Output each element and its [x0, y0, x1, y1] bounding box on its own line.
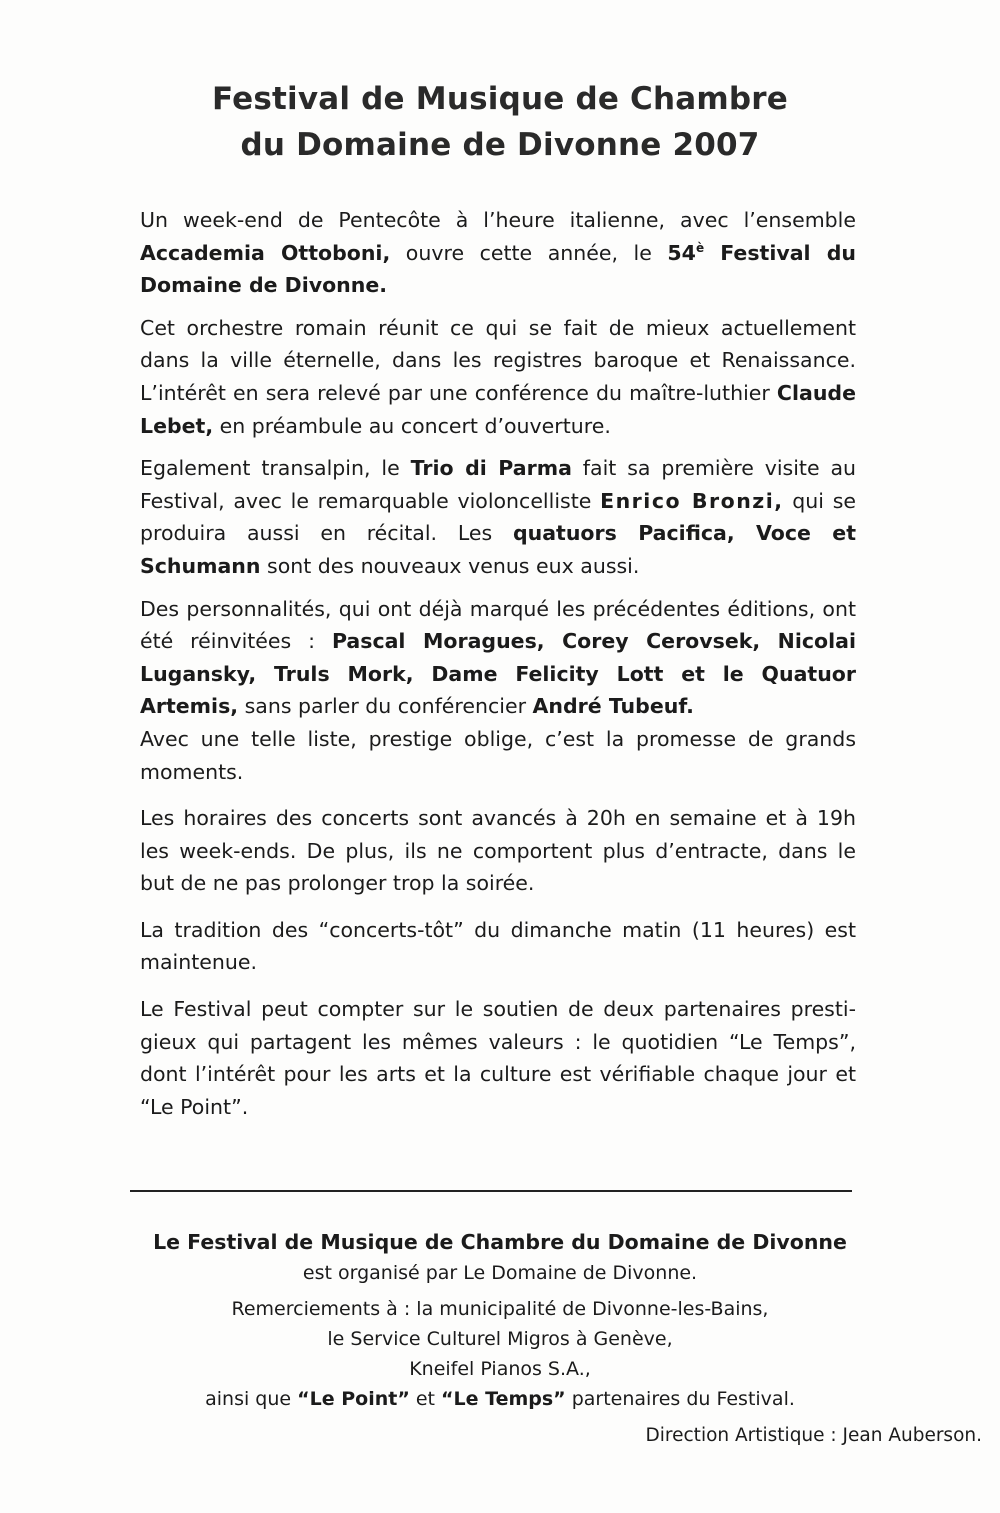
ensemble-name: Accademia Ottoboni,	[140, 240, 391, 265]
paragraph-partners: Le Festival peut compter sur le soutien de deux partenaires prestigieux qui partagent les mêmes valeurs : le quotidien “Le Temps”, dont l’intérêt pour les arts et la culture est vérifiable chaque jour et “Le Point”.	[140, 997, 856, 1119]
text-run: partenaires du Festival.	[565, 1388, 795, 1410]
thanks-line-1: Remerciements à : la municipalité de Divonne-les-Bains,	[231, 1298, 769, 1320]
organizer-line: est organisé par Le Domaine de Divonne.	[302, 1262, 698, 1284]
paragraph-newcomers	[140, 452, 856, 582]
ordinal-suffix: è	[695, 240, 705, 255]
paragraph-tradition: La tradition des “concerts-tôt” du dimanche matin (11 heures) est maintenue.	[140, 917, 856, 975]
text-run: Un week-end de Pentecôte à l’heure italienne, avec l’ensemble	[140, 208, 856, 232]
text-run: fait sa première visite au Festival, avec le remarquable violoncelliste	[140, 456, 856, 513]
thanks-line-2: le Service Culturel Migros à Genève,	[327, 1328, 673, 1350]
partner-le-temps: “Le Temps”	[441, 1388, 566, 1410]
lecturer-name: André Tubeuf.	[532, 694, 694, 719]
text-run: sans parler du conférencier	[238, 694, 533, 719]
luthier-name: Claude Lebet,	[140, 380, 856, 438]
text-run: ouvre cette année, le	[390, 240, 668, 265]
text-run: ainsi que	[205, 1388, 298, 1410]
text-run: Cet orchestre romain réunit ce qui se fait de mieux actuellement dans la ville éternelle, dans les registres baroque et Renaissance. L’intérêt en sera relevé par une conférence du maître-luthier	[140, 315, 856, 405]
paragraph-returning-artists	[140, 593, 856, 723]
trio-name: Trio di Parma	[410, 456, 572, 481]
partner-le-point: “Le Point”	[297, 1388, 410, 1410]
paragraph-schedule: Les horaires des concerts sont avancés à 20h en semaine et à 19h les week-ends. De plus, ils ne comportent plus d’entracte, dans le but de ne pas prolonger trop la soirée.	[140, 806, 856, 896]
text-run: Des personnalités, qui ont déjà marqué les précédentes éditions, ont été réinvitées :	[140, 596, 856, 654]
text-run: en préambule au concert d’ouverture.	[213, 413, 611, 438]
page-title	[140, 76, 860, 168]
artists-names: Pascal Moragues, Corey Cerovsek, Nicolai Lugansky, Truls Mork, Dame Felicity Lott et le Quatuor Artemis,	[140, 629, 856, 719]
text-run: Egalement transalpin, le	[140, 456, 411, 481]
text-run: sont des nouveaux venus eux aussi.	[260, 553, 640, 578]
artistic-direction: Direction Artistique : Jean Auberson.	[645, 1425, 982, 1446]
paragraph-prestige: Avec une telle liste, prestige oblige, c’est la promesse de grands moments.	[140, 726, 856, 784]
thanks-line-4	[100, 1384, 900, 1414]
text-run: et	[409, 1388, 442, 1410]
organizer-credits	[100, 1226, 900, 1414]
section-divider	[130, 1190, 852, 1192]
cellist-name: Enrico Bronzi,	[600, 488, 784, 513]
edition-number: 54	[667, 240, 696, 265]
text-run: qui se produira aussi en récital. Les	[140, 488, 856, 546]
paragraph-orchestra	[140, 312, 856, 442]
title-line-1: Festival de Musique de Chambre	[211, 81, 789, 117]
quartets-names: quatuors Pacifica, Voce et Schumann	[140, 521, 856, 578]
paragraph-intro	[140, 204, 856, 302]
festival-name: Festival du Domaine de Divonne.	[140, 240, 857, 298]
body-text	[140, 204, 856, 1133]
organizer-title: Le Festival de Musique de Chambre du Domaine de Divonne	[153, 1230, 847, 1254]
title-line-2: du Domaine de Divonne 2007	[240, 127, 760, 163]
thanks-line-3: Kneifel Pianos S.A.,	[409, 1358, 591, 1380]
